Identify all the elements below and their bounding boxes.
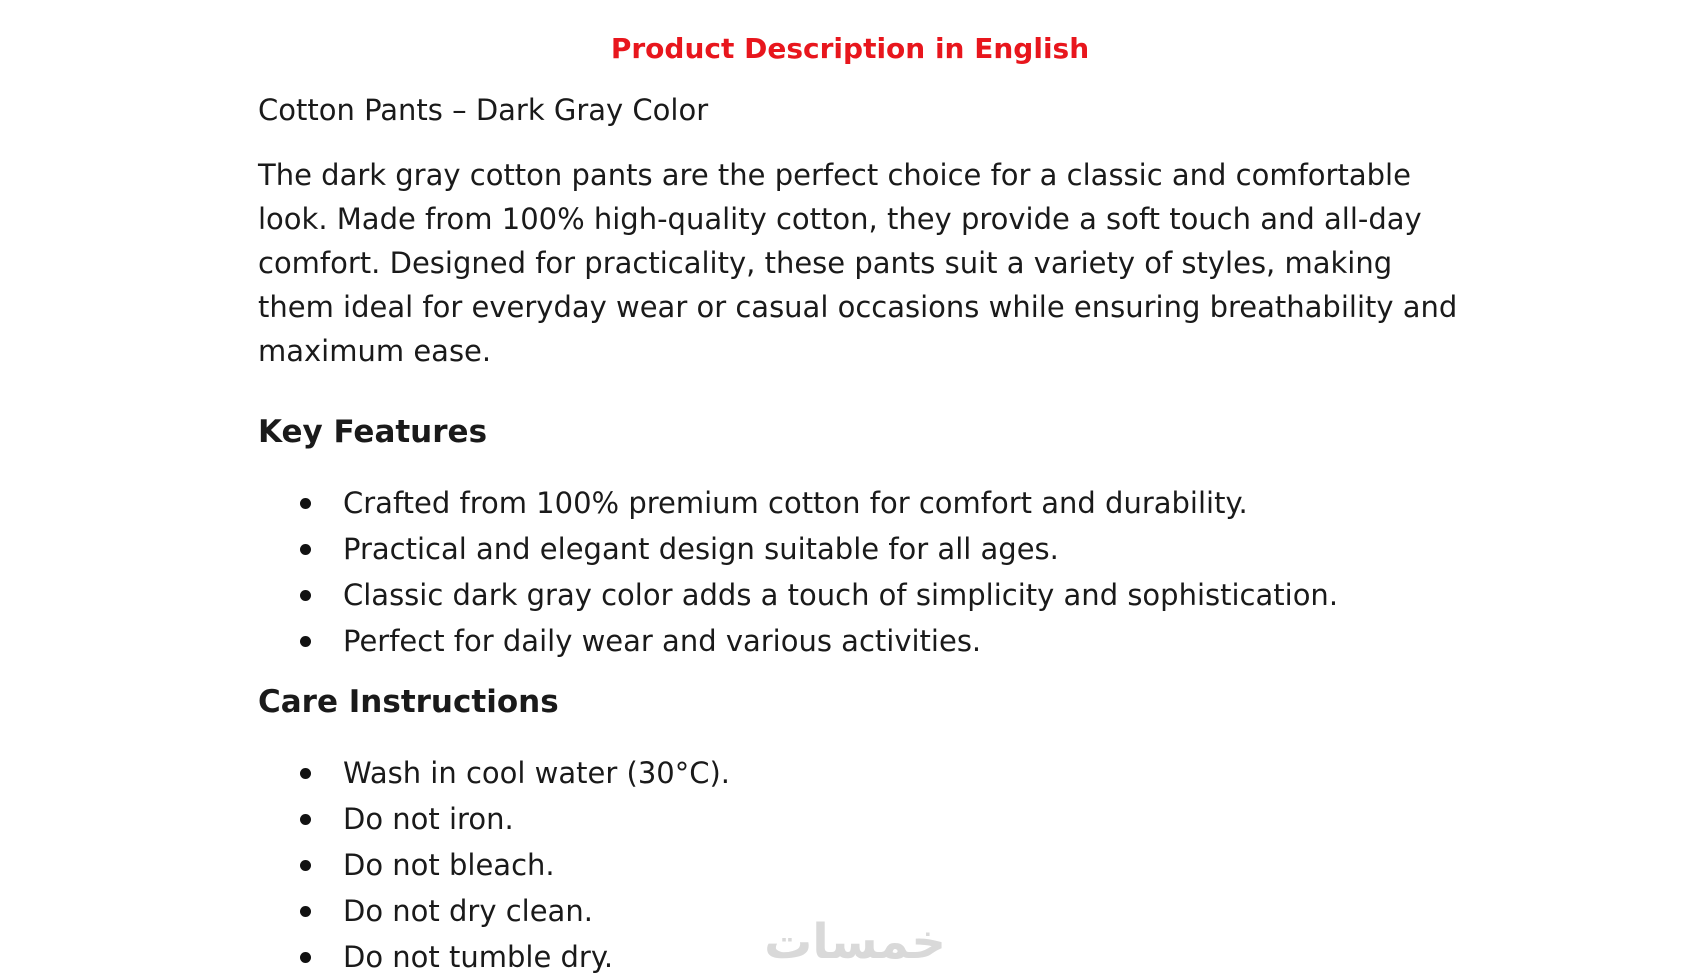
- key-features-list: [258, 480, 1338, 664]
- watermark-text: خمسات: [764, 914, 946, 970]
- list-item-text: Do not dry clean.: [343, 894, 593, 928]
- list-item-text: Do not tumble dry.: [343, 940, 614, 974]
- care-instructions-list: [258, 750, 730, 980]
- list-item-text: Do not bleach.: [343, 848, 555, 882]
- list-item-text: Do not iron.: [343, 802, 514, 836]
- bullet-icon: [300, 636, 311, 647]
- list-item-text: Classic dark gray color adds a touch of simplicity and sophistication.: [343, 578, 1339, 612]
- bullet-icon: [300, 768, 311, 779]
- care-instructions-heading: Care Instructions: [258, 684, 559, 720]
- list-item: [258, 572, 1338, 618]
- list-item-text: Perfect for daily wear and various activities.: [343, 624, 982, 658]
- bullet-icon: [300, 544, 311, 555]
- list-item: [258, 796, 730, 842]
- product-description: The dark gray cotton pants are the perfect choice for a classic and comfortable look. Made from 100% high-quality cotton, they provide a soft touch and all-day comfort. Designed for practicality, these pants suit a variety of styles, making them ideal for everyday wear or casual occasions while ensuring breathability and maximum ease.: [258, 158, 1458, 368]
- list-item: [258, 750, 730, 796]
- document-title: Product Description in English: [610, 32, 1090, 65]
- bullet-icon: [300, 952, 311, 963]
- bullet-icon: [300, 906, 311, 917]
- bullet-icon: [300, 590, 311, 601]
- bullet-icon: [300, 814, 311, 825]
- list-item-text: Crafted from 100% premium cotton for comfort and durability.: [343, 486, 1248, 520]
- list-item: [258, 842, 730, 888]
- list-item: [258, 934, 730, 980]
- list-item-text: Practical and elegant design suitable for all ages.: [343, 532, 1059, 566]
- bullet-icon: [300, 498, 311, 509]
- product-subtitle: Cotton Pants – Dark Gray Color: [258, 93, 709, 127]
- list-item: [258, 618, 1338, 664]
- list-item: [258, 480, 1338, 526]
- watermark-logo: [750, 910, 960, 970]
- list-item: [258, 526, 1338, 572]
- bullet-icon: [300, 860, 311, 871]
- list-item-text: Wash in cool water (30°C).: [343, 756, 730, 790]
- key-features-heading: Key Features: [258, 414, 488, 450]
- list-item: [258, 888, 730, 934]
